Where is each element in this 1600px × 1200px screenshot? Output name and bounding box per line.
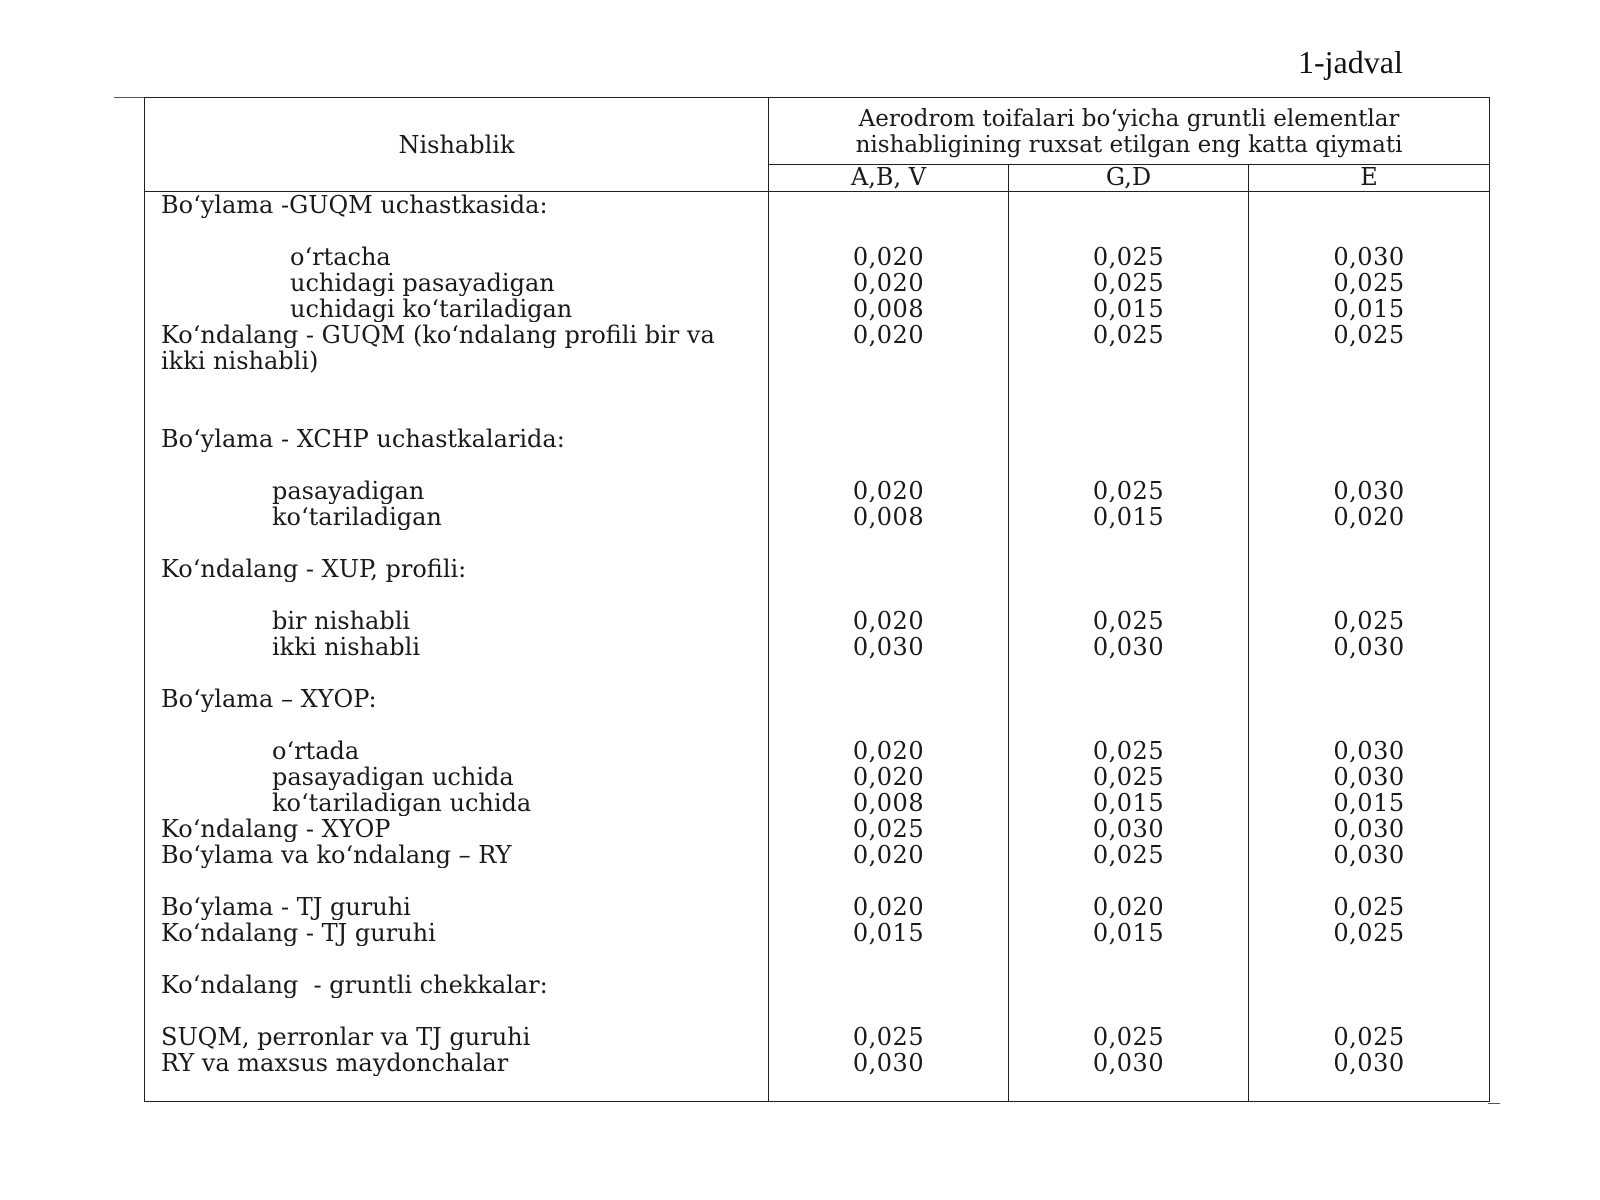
value-cell: 0,020: [852, 478, 925, 504]
table-caption: 1-jadval: [1298, 44, 1403, 80]
row-label: Ko‘ndalang - GUQM (ko‘ndalang profili bir va: [161, 322, 715, 348]
value-cell: 0,030: [1333, 478, 1405, 504]
value-cell: 0,030: [1333, 842, 1405, 868]
value-cell: 0,030: [1333, 1050, 1405, 1076]
value-cell: 0,025: [1333, 322, 1405, 348]
value-cell: 0,025: [1333, 1024, 1405, 1050]
value-cell: 0,020: [852, 842, 925, 868]
values-column-abv: [769, 192, 1009, 1102]
row-label: o‘rtada: [272, 738, 360, 764]
header-group-line2: nishabligining ruxsat etilgan eng katta qiymati: [855, 132, 1403, 158]
value-cell: 0,015: [1333, 790, 1405, 816]
header-category-e: E: [1249, 165, 1490, 192]
value-cell: 0,015: [852, 920, 925, 946]
row-label: pasayadigan uchida: [272, 764, 514, 790]
row-label: Ko‘ndalang - TJ guruhi: [161, 920, 436, 946]
value-cell: 0,020: [852, 270, 925, 296]
row-label: ikki nishabli: [272, 634, 420, 660]
row-label: Bo‘ylama va ko‘ndalang – RY: [161, 842, 512, 868]
value-cell: 0,025: [1333, 608, 1405, 634]
value-cell: 0,025: [1333, 270, 1405, 296]
values-column-gd: [1009, 192, 1249, 1102]
value-cell: 0,025: [1092, 842, 1165, 868]
row-label: Ko‘ndalang - gruntli chekkalar:: [161, 972, 548, 998]
value-cell: 0,015: [1092, 790, 1165, 816]
value-cell: 0,025: [1333, 894, 1405, 920]
labels-column: [145, 192, 769, 1102]
top-rule-line: [114, 97, 146, 98]
value-cell: 0,015: [1092, 296, 1165, 322]
value-cell: 0,015: [1092, 504, 1165, 530]
value-cell: 0,030: [1333, 738, 1405, 764]
header-group-line1: Aerodrom toifalari bo‘yicha gruntli elementlar: [858, 106, 1400, 132]
value-cell: 0,020: [1092, 894, 1165, 920]
value-cell: 0,008: [852, 504, 925, 530]
row-label: ko‘tariladigan uchida: [272, 790, 532, 816]
value-cell: 0,025: [852, 1024, 925, 1050]
row-label-continued: ikki nishabli): [161, 348, 319, 374]
value-cell: 0,008: [852, 296, 925, 322]
row-label: Bo‘ylama - TJ guruhi: [161, 894, 411, 920]
value-cell: 0,025: [1092, 244, 1165, 270]
value-cell: 0,025: [1092, 738, 1165, 764]
row-label: uchidagi pasayadigan: [290, 270, 555, 296]
value-cell: 0,030: [1333, 634, 1405, 660]
value-cell: 0,030: [1092, 1050, 1165, 1076]
value-cell: 0,020: [852, 894, 925, 920]
value-cell: 0,020: [852, 738, 925, 764]
header-category-gd: G,D: [1009, 165, 1249, 192]
row-label: ko‘tariladigan: [272, 504, 442, 530]
value-cell: 0,025: [1092, 478, 1165, 504]
row-label: RY va maxsus maydonchalar: [161, 1050, 509, 1076]
slope-limits-table: [144, 97, 1490, 1102]
value-cell: 0,015: [1333, 296, 1405, 322]
values-column-e: [1249, 192, 1490, 1102]
value-cell: 0,015: [1092, 920, 1165, 946]
value-cell: 0,025: [1092, 270, 1165, 296]
row-label: pasayadigan: [272, 478, 425, 504]
value-cell: 0,025: [852, 816, 925, 842]
value-cell: 0,030: [1333, 764, 1405, 790]
value-cell: 0,030: [1333, 816, 1405, 842]
value-cell: 0,025: [1333, 920, 1405, 946]
row-label: bir nishabli: [272, 608, 411, 634]
value-cell: 0,025: [1092, 764, 1165, 790]
value-cell: 0,030: [852, 634, 925, 660]
row-label: o‘rtacha: [290, 244, 391, 270]
value-cell: 0,025: [1092, 608, 1165, 634]
row-label: Ko‘ndalang - XUP, profili:: [161, 556, 467, 582]
header-category-group: [769, 98, 1490, 165]
value-cell: 0,020: [852, 244, 925, 270]
header-slope-column: Nishablik: [145, 98, 769, 192]
value-cell: 0,030: [852, 1050, 925, 1076]
value-cell: 0,030: [1092, 634, 1165, 660]
value-cell: 0,030: [1333, 244, 1405, 270]
value-cell: 0,030: [1092, 816, 1165, 842]
value-cell: 0,008: [852, 790, 925, 816]
value-cell: 0,025: [1092, 1024, 1165, 1050]
value-cell: 0,020: [1333, 504, 1405, 530]
value-cell: 0,020: [852, 608, 925, 634]
value-cell: 0,020: [852, 322, 925, 348]
row-label: Bo‘ylama - XCHP uchastkalarida:: [161, 426, 565, 452]
row-label: Bo‘ylama – XYOP:: [161, 686, 377, 712]
row-label: Ko‘ndalang - XYOP: [161, 816, 391, 842]
value-cell: 0,025: [1092, 322, 1165, 348]
bottom-rule-line: [1488, 1103, 1500, 1104]
header-category-abv: A,B, V: [769, 165, 1009, 192]
value-cell: 0,020: [852, 764, 925, 790]
row-label: Bo‘ylama -GUQM uchastkasida:: [161, 192, 548, 218]
row-label: uchidagi ko‘tariladigan: [290, 296, 573, 322]
row-label: SUQM, perronlar va TJ guruhi: [161, 1024, 531, 1050]
